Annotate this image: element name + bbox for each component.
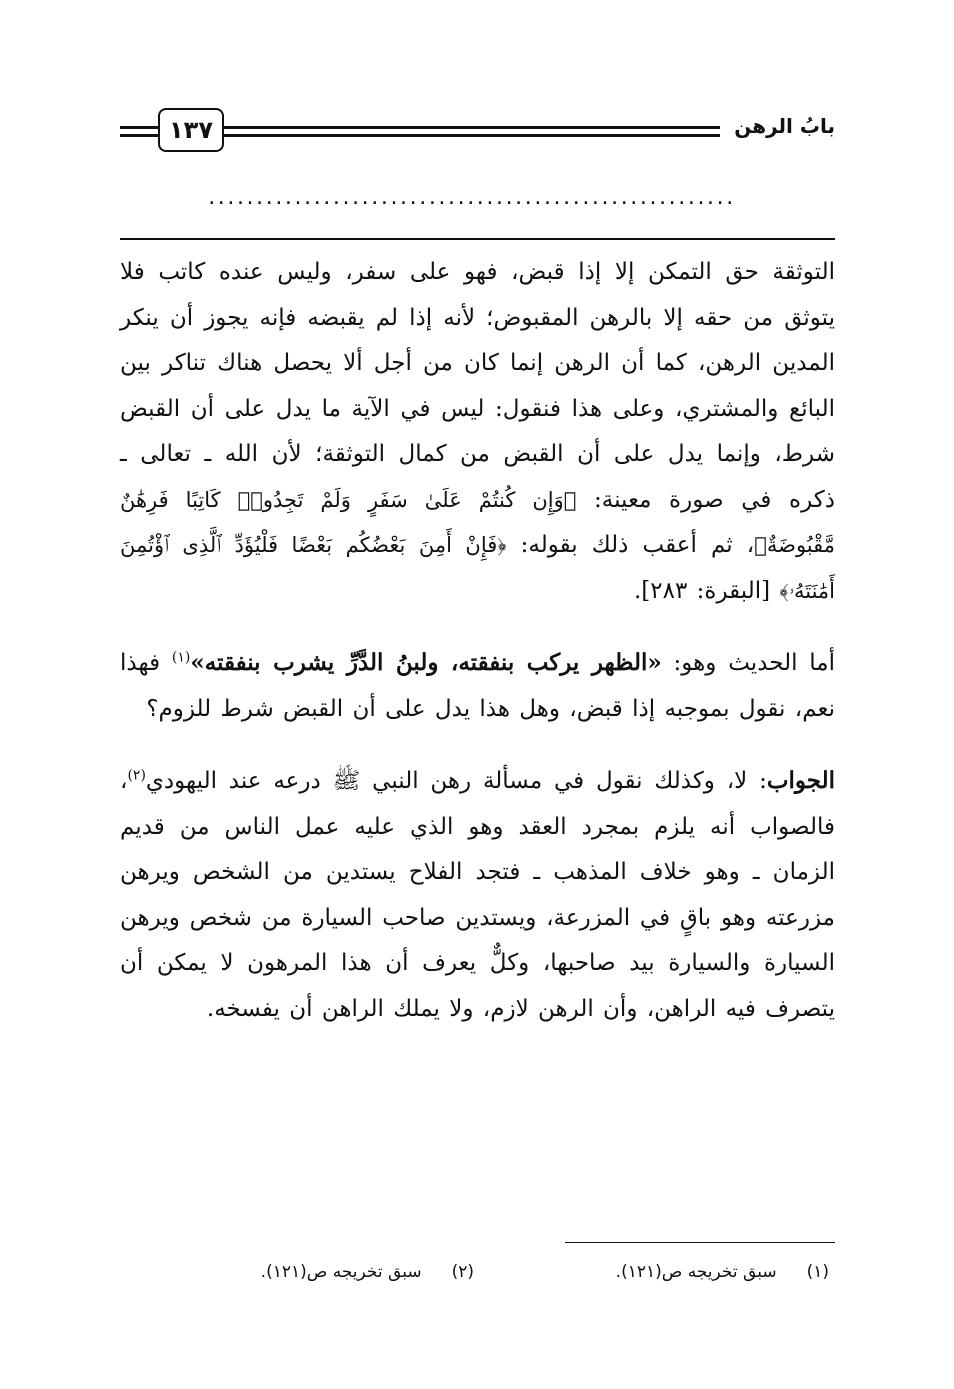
- dotted-separator: .......................................................: [208, 186, 736, 210]
- paragraph-3: [120, 758, 835, 1032]
- header-rule-right-top: [224, 126, 720, 129]
- footnote-2-number: (٢): [451, 1262, 474, 1282]
- paragraph-3-text-b: ، فالصواب أنه يلزم بمجرد العقد وهو الذي عليه عمل الناس من قديم الزمان ـ وهو خلاف المذهب ـ فتجد الفلاح يستدين من الشخص ويرهن مزرعته وهو باقٍ في المزرعة، ويستدين صاحب السيارة من شخص ويرهن السيارة والسيارة بيد صاحبها، وكلٌّ يعرف أن هذا المرهون لا يمكن أن يتصرف فيه الراهن، وأن الرهن لازم، ولا يملك الراهن أن يفسخه.: [120, 768, 835, 1022]
- paragraph-2-text-b: فهذا نعم، نقول بموجبه إذا قبض، وهل هذا يدل على أن القبض شرط للزوم؟: [120, 650, 835, 722]
- page-number: ١٣٧: [158, 108, 224, 152]
- footnote-2-text: سبق تخريجه ص(١٢١).: [260, 1262, 422, 1282]
- paragraph-3-text-a: : لا، وكذلك نقول في مسألة رهن النبي ﷺ درعه عند اليهودي: [145, 768, 767, 794]
- footnote-1: [616, 1262, 829, 1282]
- paragraph-2-text-a: أما الحديث وهو:: [661, 650, 835, 676]
- footnote-ref-1: (١): [171, 649, 191, 666]
- paragraph-2: [120, 640, 835, 732]
- paragraph-1: [120, 250, 835, 614]
- footnote-divider: [565, 1242, 835, 1243]
- quran-verse-1: ﴿وَإِن كُنتُمْ عَلَىٰ سَفَرٍ وَلَمْ تَجِدُوا۟ كَاتِبًا فَرِهَٰنٌ مَّقْبُوضَةٌ﴾: [120, 487, 835, 557]
- header-rule-left-top: [120, 126, 158, 129]
- section-divider: [120, 238, 835, 240]
- answer-label: الجواب: [766, 767, 835, 794]
- page-header: [120, 108, 835, 156]
- footnote-2: [261, 1262, 474, 1282]
- footnote-1-text: سبق تخريجه ص(١٢١).: [615, 1262, 777, 1282]
- header-rule-left-bottom: [120, 134, 158, 137]
- footnote-ref-2: (٢): [127, 767, 146, 784]
- paragraph-1-text-a: التوثقة حق التمكن إلا إذا قبض، فهو على سفر، وليس عنده كاتب فلا يتوثق من حقه إلا بالرهن المقبوض؛ لأنه إذا لم يقبضه فإنه يجوز أن ينكر المدين الرهن، كما أن الرهن إنما كان من أجل ألا يحصل هناك تناكر بين البائع والمشتري، وعلى هذا فنقول: ليس في الآية ما يدل على أن القبض شرط، وإنما يدل على أن القبض من كمال التوثقة؛ لأن الله ـ تعالى ـ ذكره في صورة معينة:: [120, 259, 835, 513]
- chapter-title: بابُ الرهن: [734, 114, 835, 138]
- hadith-quote: «الظهر يركب بنفقته، ولبنُ الدَّرِّ يشرب بنفقته»: [190, 649, 662, 676]
- quran-verse-2: ﴿فَإِنْ أَمِنَ بَعْضُكُم بَعْضًا فَلْيُؤَدِّ ٱلَّذِى ٱؤْتُمِنَ أَمَٰنَتَهُۥ﴾: [120, 533, 835, 603]
- paragraph-1-text-b: ، ثم أعقب ذلك بقوله:: [506, 532, 755, 558]
- footnote-1-number: (١): [806, 1262, 829, 1282]
- header-rule-right-bottom: [224, 134, 720, 137]
- main-text: [120, 250, 835, 1032]
- paragraph-1-text-c: [البقرة: ٢٨٣].: [634, 577, 780, 604]
